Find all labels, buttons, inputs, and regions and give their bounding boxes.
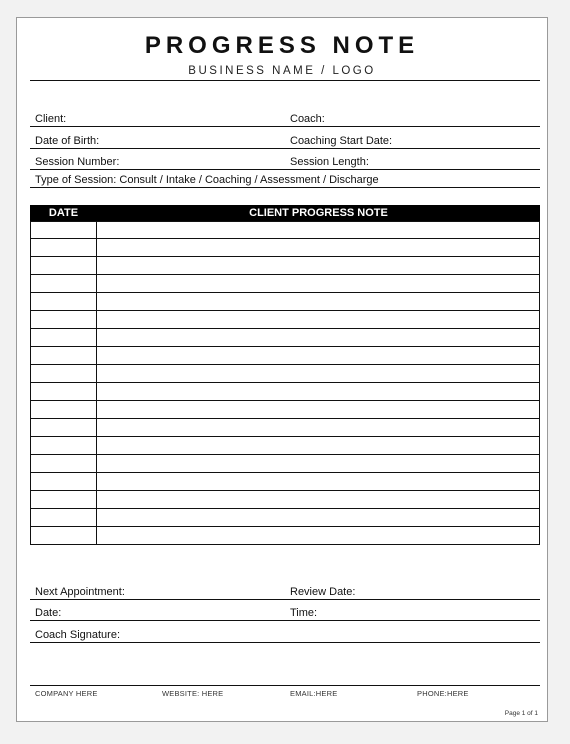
session-type-line[interactable] [30,187,540,188]
table-row [31,311,539,329]
note-cell[interactable] [97,455,539,472]
date-cell[interactable] [31,473,97,490]
session-line[interactable] [30,169,540,170]
note-cell[interactable] [97,365,539,382]
date-cell[interactable] [31,347,97,364]
note-cell[interactable] [97,401,539,418]
table-row [31,437,539,455]
table-row [31,329,539,347]
note-cell[interactable] [97,275,539,292]
table-row [31,527,539,545]
date-cell[interactable] [31,222,97,238]
table-row [31,383,539,401]
note-cell[interactable] [97,329,539,346]
page-title: PROGRESS NOTE [144,32,420,59]
date-cell[interactable] [31,509,97,526]
client-field-label: Client: [35,113,67,125]
date-cell[interactable] [31,527,97,544]
coach-signature-line[interactable] [30,642,540,643]
progress-table [30,221,540,545]
footer-email: EMAIL:HERE [290,689,338,698]
date-cell[interactable] [31,383,97,400]
date-column-header: DATE [48,207,79,219]
note-cell[interactable] [97,473,539,490]
date-cell[interactable] [31,257,97,274]
date-time-line[interactable] [30,620,540,621]
note-cell[interactable] [97,257,539,274]
time-field-label: Time: [290,607,318,619]
client-line[interactable] [30,126,540,127]
dob-field-label: Date of Birth: [35,135,100,147]
table-row [31,239,539,257]
note-cell[interactable] [97,239,539,256]
coaching-start-field-label: Coaching Start Date: [290,135,393,147]
date-field-label: Date: [35,607,62,619]
table-row [31,293,539,311]
table-row [31,509,539,527]
date-cell[interactable] [31,437,97,454]
session-number-field-label: Session Number: [35,156,120,168]
progress-note-column-header: CLIENT PROGRESS NOTE [249,207,388,219]
table-row [31,401,539,419]
date-cell[interactable] [31,491,97,508]
session-length-field-label: Session Length: [290,156,369,168]
session-type-field-label: Type of Session: Consult / Intake / Coaching / Assessment / Discharge [35,174,379,186]
next-appointment-field-label: Next Appointment: [35,586,125,598]
date-cell[interactable] [31,239,97,256]
date-cell[interactable] [31,329,97,346]
footer-company: COMPANY HERE [35,689,98,698]
note-cell[interactable] [97,491,539,508]
table-row [31,365,539,383]
table-row [31,275,539,293]
next-appointment-line[interactable] [30,599,540,600]
table-row [31,419,539,437]
note-cell[interactable] [97,222,539,238]
table-row [31,257,539,275]
table-row [31,221,539,239]
progress-note-page [16,17,548,722]
note-cell[interactable] [97,437,539,454]
table-row [31,473,539,491]
note-cell[interactable] [97,383,539,400]
date-cell[interactable] [31,455,97,472]
date-cell[interactable] [31,275,97,292]
coach-field-label: Coach: [290,113,325,125]
table-row [31,491,539,509]
review-date-field-label: Review Date: [290,586,356,598]
table-row [31,455,539,473]
date-cell[interactable] [31,419,97,436]
note-cell[interactable] [97,527,539,544]
note-cell[interactable] [97,347,539,364]
note-cell[interactable] [97,293,539,310]
footer-phone: PHONE:HERE [417,689,469,698]
header-divider [30,80,540,81]
footer-website: WEBSITE: HERE [162,689,224,698]
footer-divider [30,685,540,686]
dob-line[interactable] [30,148,540,149]
date-cell[interactable] [31,365,97,382]
progress-table-header [30,205,540,221]
note-cell[interactable] [97,509,539,526]
note-cell[interactable] [97,419,539,436]
business-name-logo: BUSINESS NAME / LOGO [188,65,376,77]
date-cell[interactable] [31,293,97,310]
date-cell[interactable] [31,311,97,328]
date-cell[interactable] [31,401,97,418]
note-cell[interactable] [97,311,539,328]
table-row [31,347,539,365]
page-number: Page 1 of 1 [504,710,538,717]
coach-signature-field-label: Coach Signature: [35,629,120,641]
